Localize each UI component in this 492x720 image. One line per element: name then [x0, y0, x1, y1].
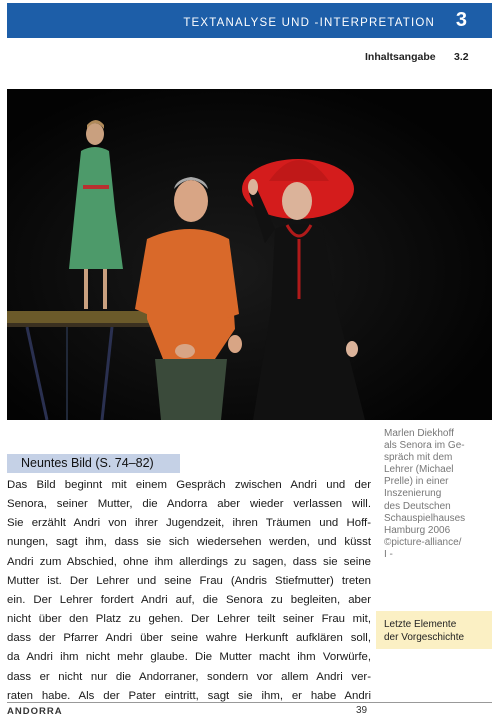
caption-line: ©picture-alliance/	[384, 536, 462, 548]
caption-line: als Senora im Ge-	[384, 440, 465, 452]
margin-note-line: der Vorgeschichte	[384, 632, 465, 643]
body-line: da Andri ihm nicht mehr glaube. Die Mutter macht ihm Vorwürfe,	[7, 651, 371, 664]
body-line: Das Bild beginnt mit einem Gespräch zwischen Andri und der	[7, 479, 371, 491]
footer-book-title: ANDORRA	[7, 706, 63, 717]
section-heading-box	[7, 454, 180, 473]
margin-note-line: Letzte Elemente	[384, 619, 457, 630]
stage-photo-illustration	[7, 89, 492, 420]
caption-line: Marlen Diekhoff	[384, 428, 454, 439]
stage-photo	[7, 89, 492, 420]
body-line: raten habe. Als der Pater eintritt, sagt sie ihm, er habe Andri	[7, 689, 371, 702]
page-number: 39	[356, 705, 368, 716]
body-line: nungen, sagt ihm, dass sie sich wiedersehen werden, und küsst	[7, 536, 371, 549]
body-line: Andri zum Abschied, ohne ihm allerdings zu sagen, dass sie seine	[7, 555, 371, 568]
caption-line: des Deutschen	[384, 500, 451, 512]
chapter-header-bar	[7, 3, 492, 38]
caption-line: Inszenierung	[384, 488, 442, 500]
body-line: Mutter ist. Der Lehrer und seine Frau (Andris Stiefmutter) treten	[7, 574, 371, 587]
chapter-title: TEXTANALYSE UND -INTERPRETATION	[183, 17, 435, 29]
photo-caption	[384, 428, 488, 561]
body-line: ein. Der Lehrer fordert Andri auf, die Senora zu begleiten, aber	[7, 593, 371, 606]
caption-line: Schauspielhauses	[384, 512, 466, 524]
body-line: Senora, seiner Mutter, die Andorra aber wieder verlassen will.	[7, 498, 371, 511]
section-label: Inhaltsangabe	[365, 51, 436, 63]
body-line: dass er nicht nur die Andorraner, sondern vor allem Andri ver-	[7, 670, 371, 683]
caption-line: Lehrer (Michael	[384, 464, 454, 476]
section-number: 3.2	[454, 51, 469, 63]
body-line: Sie erzählt Andri von ihrer Jugendzeit, ihren Träumen und Hoff-	[7, 517, 371, 530]
caption-line: I -	[384, 548, 393, 560]
body-line: dass der Pfarrer Andri über seine wahre Herkunft aufklären soll,	[7, 632, 371, 645]
caption-line: spräch mit dem	[384, 452, 453, 464]
body-paragraph	[7, 476, 371, 706]
body-line: nicht über den Platz zu gehen. Der Lehrer teilt seiner Frau mit,	[7, 613, 371, 626]
footer-divider	[7, 702, 492, 703]
section-heading: Neuntes Bild (S. 74–82)	[21, 456, 154, 470]
caption-line: Hamburg 2006	[384, 524, 451, 536]
caption-line: Prelle) in einer	[384, 476, 449, 488]
chapter-number: 3	[455, 9, 467, 31]
margin-note	[376, 611, 492, 649]
